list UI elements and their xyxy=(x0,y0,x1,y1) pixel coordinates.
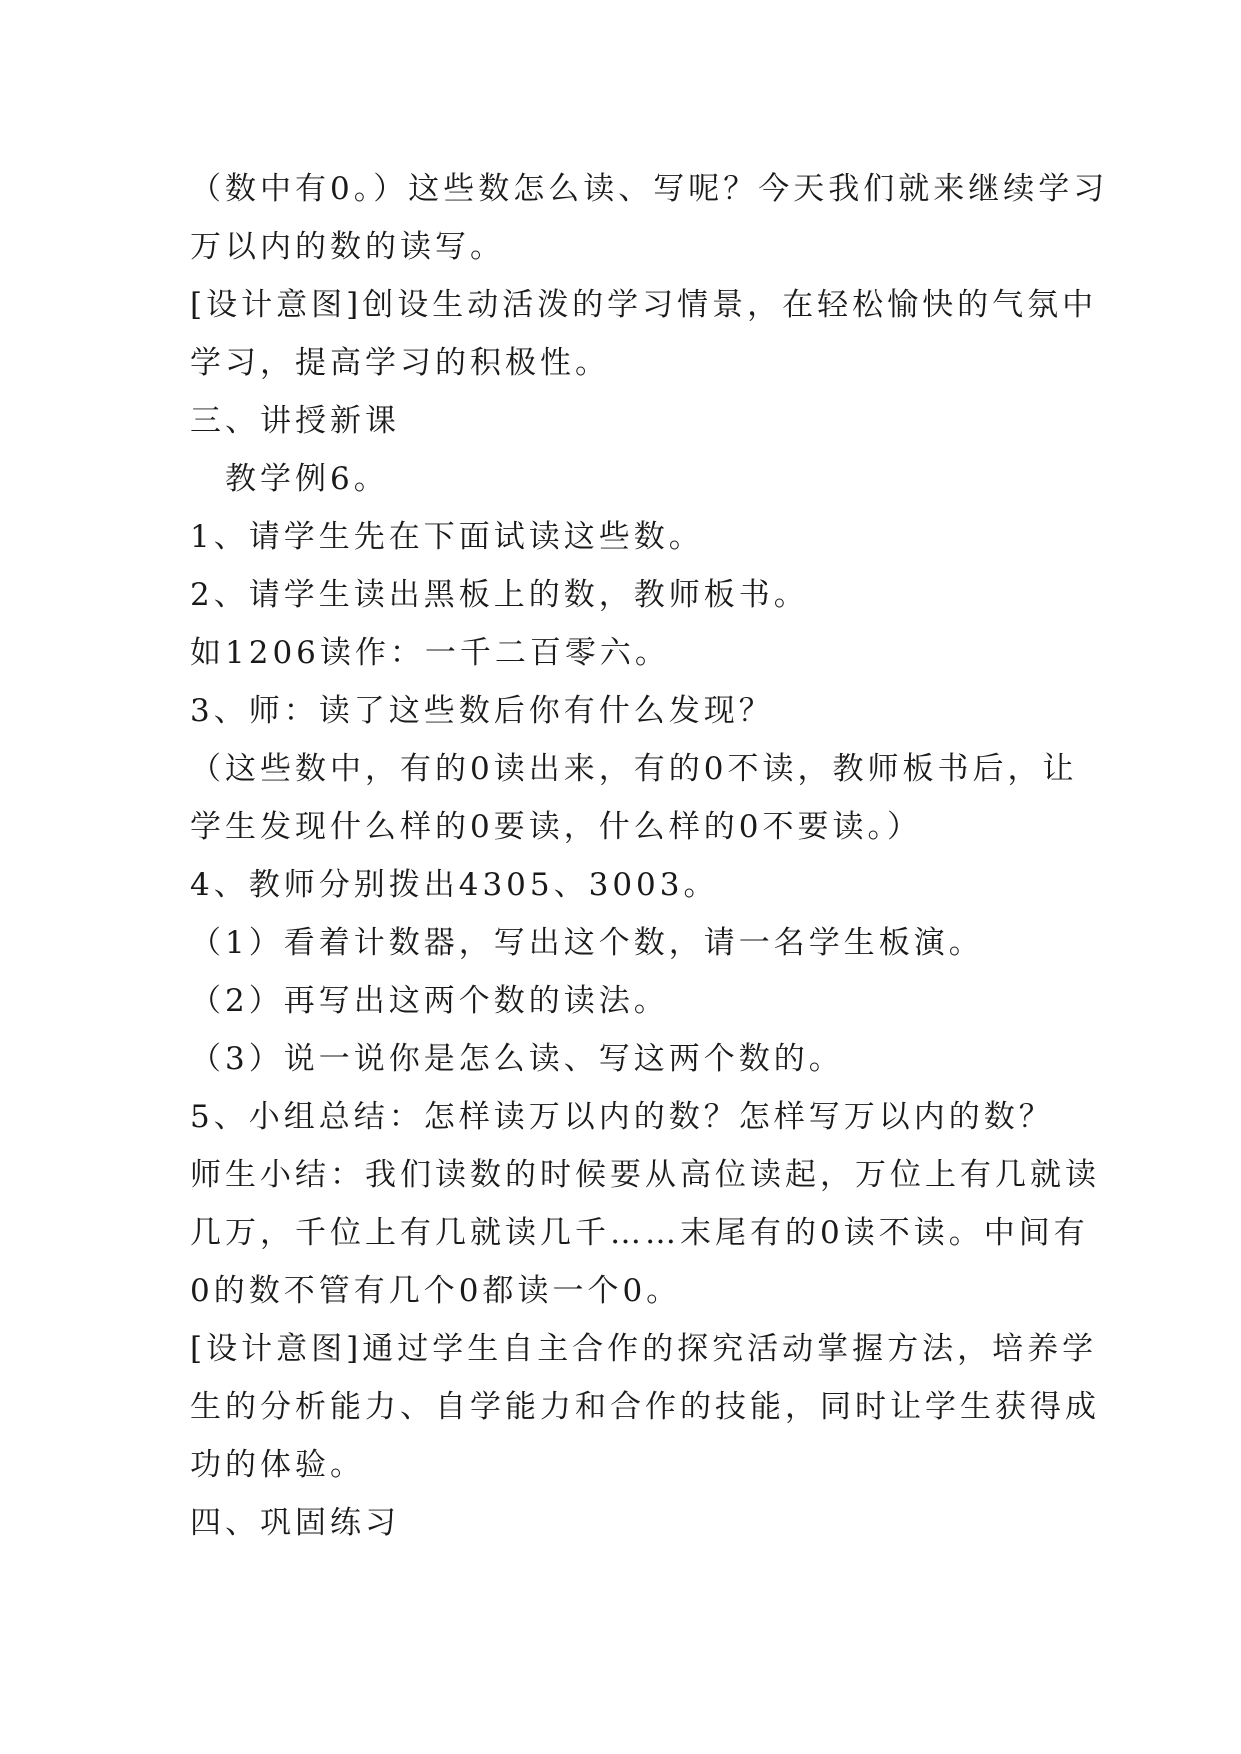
list-item: 2、请学生读出黑板上的数，教师板书。 xyxy=(190,577,809,613)
text-line: [设计意图]创设生动活泼的学习情景，在轻松愉快的气氛中 xyxy=(190,287,1098,323)
text-line: 如1206读作：一千二百零六。 xyxy=(190,635,670,671)
text-line: 几万，千位上有几就读几千……末尾有的0读不读。中间有 xyxy=(190,1215,1089,1251)
text-line: （数中有0。）这些数怎么读、写呢？今天我们就来继续学习 xyxy=(190,171,1109,207)
section-heading: 三、讲授新课 xyxy=(190,403,400,439)
text-line: 功的体验。 xyxy=(190,1447,365,1483)
sub-list-item: （3）说一说你是怎么读、写这两个数的。 xyxy=(190,1041,844,1077)
list-item: 5、小组总结：怎样读万以内的数？怎样写万以内的数？ xyxy=(190,1099,1054,1135)
text-line: 学习，提高学习的积极性。 xyxy=(190,345,610,381)
text-line: 生的分析能力、自学能力和合作的技能，同时让学生获得成 xyxy=(190,1389,1100,1425)
text-line: 教学例6。 xyxy=(190,461,389,497)
text-line: 学生发现什么样的0要读，什么样的0不要读。） xyxy=(190,809,922,845)
text-line: [设计意图]通过学生自主合作的探究活动掌握方法，培养学 xyxy=(190,1331,1098,1367)
list-item: 3、师：读了这些数后你有什么发现？ xyxy=(190,693,774,729)
list-item: 1、请学生先在下面试读这些数。 xyxy=(190,519,704,555)
text-line: （这些数中，有的0读出来，有的0不读，教师板书后，让 xyxy=(190,751,1078,787)
sub-list-item: （1）看着计数器，写出这个数，请一名学生板演。 xyxy=(190,925,984,961)
document-body xyxy=(190,160,1109,1552)
text-line: 师生小结：我们读数的时候要从高位读起，万位上有几就读 xyxy=(190,1157,1100,1193)
text-line: 万以内的数的读写。 xyxy=(190,229,505,265)
list-item: 4、教师分别拨出4305、3003。 xyxy=(190,867,719,903)
text-line: 0的数不管有几个0都读一个0。 xyxy=(190,1273,682,1309)
sub-list-item: （2）再写出这两个数的读法。 xyxy=(190,983,669,1019)
section-heading: 四、巩固练习 xyxy=(190,1505,400,1541)
